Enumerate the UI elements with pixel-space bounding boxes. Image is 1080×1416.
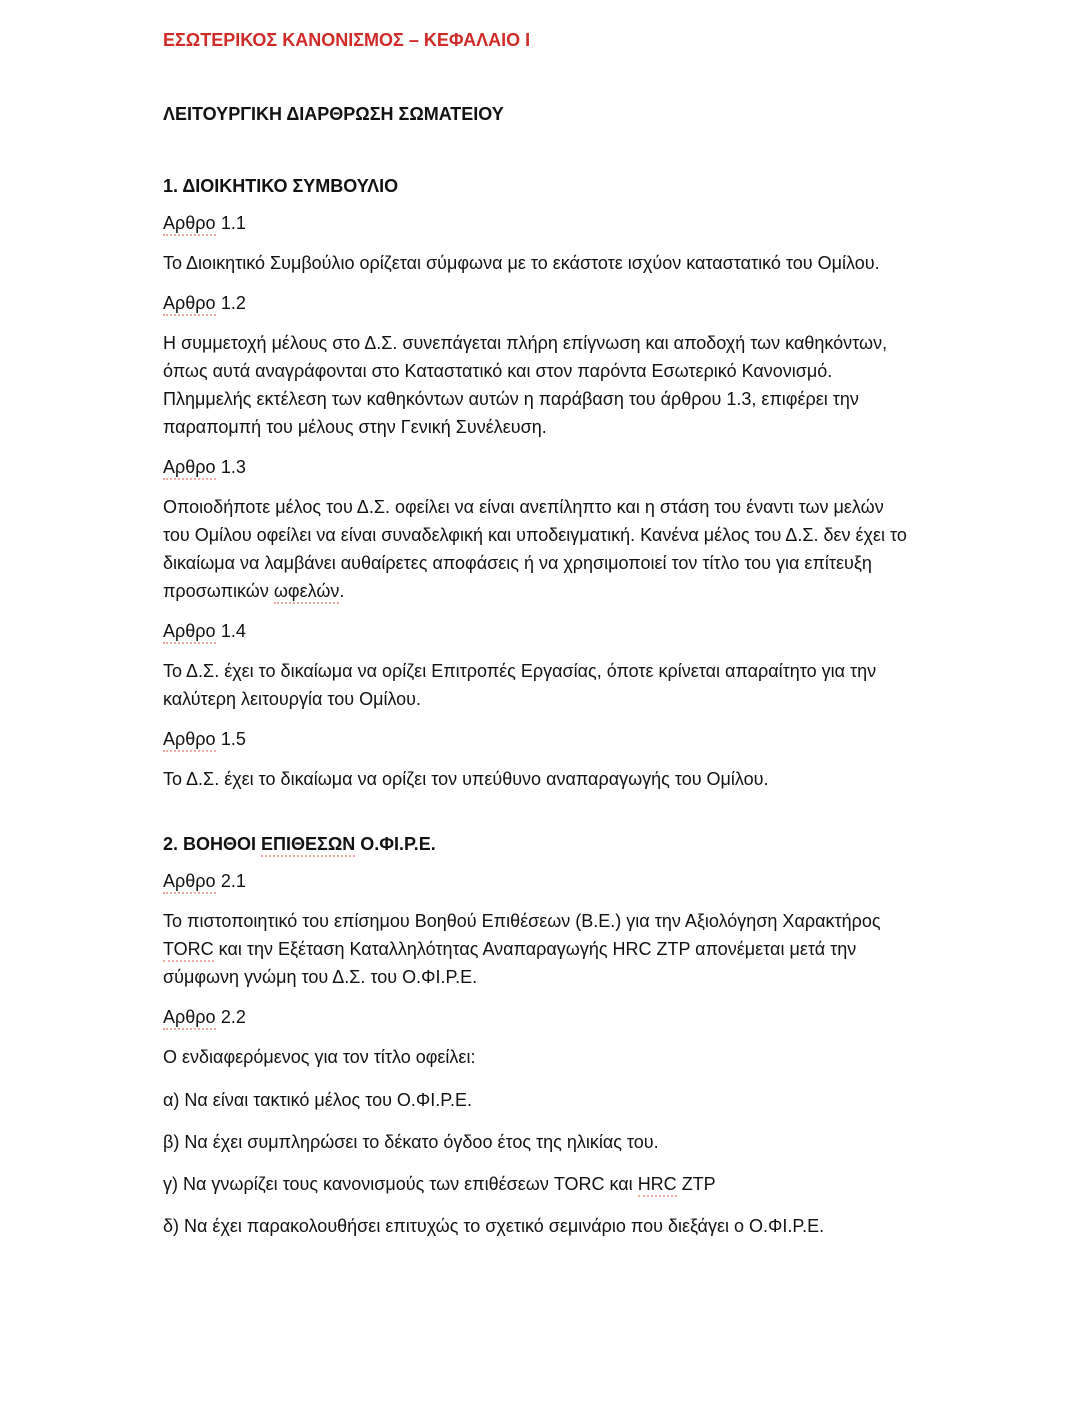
article-1-3-label-word: Αρθρο bbox=[163, 457, 216, 480]
article-2-2-item-c-before: γ) Να γνωρίζει τους κανονισμούς των επιθέσεων TORC και bbox=[163, 1174, 638, 1194]
section-1-heading: 1. ΔΙΟΙΚΗΤΙΚΟ ΣΥΜΒΟΥΛΙΟ bbox=[163, 176, 399, 196]
article-1-3-flagged-word: ωφελών bbox=[274, 581, 340, 604]
article-1-2-text: Η συμμετοχή μέλους στο Δ.Σ. συνεπάγεται πλήρη επίγνωση και αποδοχή των καθηκόντων, όπως αυτά αναγράφονται στο Καταστατικό και στον παρόντα Εσωτερικό Κανονισμό. Πλημμελής εκτέλεση των καθηκόντων αυτών η παράβαση του άρθρου 1.3, επιφέρει την παραπομπή του μέλους στην Γενική Συνέλευση. bbox=[163, 333, 888, 437]
article-2-2-item-c-flagged-word: HRC bbox=[638, 1174, 677, 1197]
article-1-1-text: Το Διοικητικό Συμβούλιο ορίζεται σύμφωνα με το εκάστοτε ισχύον καταστατικό του Ομίλου. bbox=[163, 253, 880, 273]
document-title: ΕΣΩΤΕΡΙΚΟΣ ΚΑΝΟΝΙΣΜΟΣ – ΚΕΦΑΛΑΙΟ Ι bbox=[163, 30, 531, 50]
section-2-heading-flagged-word: ΕΠΙΘΕΣΩΝ bbox=[261, 834, 355, 857]
article-1-4-label-word: Αρθρο bbox=[163, 621, 216, 644]
article-2-2-label-number: 2.2 bbox=[220, 1007, 246, 1027]
article-2-1-label-number: 2.1 bbox=[220, 871, 246, 891]
article-2-2-label bbox=[163, 1003, 912, 1031]
article-2-2-item-b: β) Να έχει συμπληρώσει το δέκατο όγδοο έτος της ηλικίας του. bbox=[163, 1132, 659, 1152]
article-1-5-text: Το Δ.Σ. έχει το δικαίωμα να ορίζει τον υπεύθυνο αναπαραγωγής του Ομίλου. bbox=[163, 769, 769, 789]
article-1-4-text: Το Δ.Σ. έχει το δικαίωμα να ορίζει Επιτροπές Εργασίας, όποτε κρίνεται απαραίτητο για την καλύτερη λειτουργία του Ομίλου. bbox=[163, 661, 877, 709]
article-1-4-label-number: 1.4 bbox=[220, 621, 246, 641]
article-2-2-label-word: Αρθρο bbox=[163, 1007, 216, 1030]
article-2-1-text bbox=[163, 907, 912, 991]
article-2-1-label bbox=[163, 867, 912, 895]
article-1-5-label-word: Αρθρο bbox=[163, 729, 216, 752]
article-2-2-item-d: δ) Να έχει παρακολουθήσει επιτυχώς το σχετικό σεμινάριο που διεξάγει ο Ο.ΦΙ.Ρ.Ε. bbox=[163, 1216, 825, 1236]
article-2-1-flagged-word: TORC bbox=[163, 939, 214, 962]
article-2-1-text-after: και την Εξέταση Καταλληλότητας Αναπαραγωγής HRC ZTP απονέμεται μετά την σύμφωνη γνώμη του Δ.Σ. του Ο.ΦΙ.Ρ.Ε. bbox=[163, 939, 857, 987]
article-1-2-label-word: Αρθρο bbox=[163, 293, 216, 316]
article-1-1-label bbox=[163, 209, 912, 237]
section-2-heading-after: Ο.ΦΙ.Ρ.Ε. bbox=[355, 834, 436, 854]
article-1-2-label bbox=[163, 289, 912, 317]
article-2-1-label-word: Αρθρο bbox=[163, 871, 216, 894]
article-1-3-text bbox=[163, 493, 912, 605]
article-2-2-item-a: α) Να είναι τακτικό μέλος του Ο.ΦΙ.Ρ.Ε. bbox=[163, 1090, 472, 1110]
section-2-heading-before: 2. ΒΟΗΘΟΙ bbox=[163, 834, 262, 854]
document-subtitle: ΛΕΙΤΟΥΡΓΙΚΗ ΔΙΑΡΘΡΩΣΗ ΣΩΜΑΤΕΙΟΥ bbox=[163, 104, 504, 124]
article-2-1-text-before: Το πιστοποιητικό του επίσημου Βοηθού Επιθέσεων (Β.Ε.) για την Αξιολόγηση Χαρακτήρος bbox=[163, 911, 881, 931]
article-1-3-label bbox=[163, 453, 912, 481]
article-1-1-label-word: Αρθρο bbox=[163, 213, 216, 236]
article-1-5-label bbox=[163, 725, 912, 753]
article-1-1-label-number: 1.1 bbox=[220, 213, 246, 233]
section-2-heading bbox=[163, 830, 912, 858]
article-2-2-item-c bbox=[163, 1170, 912, 1198]
article-1-2-label-number: 1.2 bbox=[220, 293, 246, 313]
article-1-3-text-after: . bbox=[339, 581, 345, 601]
article-2-2-intro: Ο ενδιαφερόμενος για τον τίτλο οφείλει: bbox=[163, 1047, 476, 1067]
article-1-3-text-before: Οποιοδήποτε μέλος του Δ.Σ. οφείλει να είναι ανεπίληπτο και η στάση του έναντι των μελών του Ομίλου οφείλει να είναι συναδελφική και υποδειγματική. Κανένα μέλος του Δ.Σ. δεν έχει το δικαίωμα να λαμβάνει αυθαίρετες αποφάσεις ή να χρησιμοποιεί τον τίτλο του για επίτευξη προσωπικών bbox=[163, 497, 907, 601]
article-1-4-label bbox=[163, 617, 912, 645]
article-2-2-item-c-after: ZTP bbox=[676, 1174, 716, 1194]
article-1-3-label-number: 1.3 bbox=[220, 457, 246, 477]
article-1-5-label-number: 1.5 bbox=[220, 729, 246, 749]
